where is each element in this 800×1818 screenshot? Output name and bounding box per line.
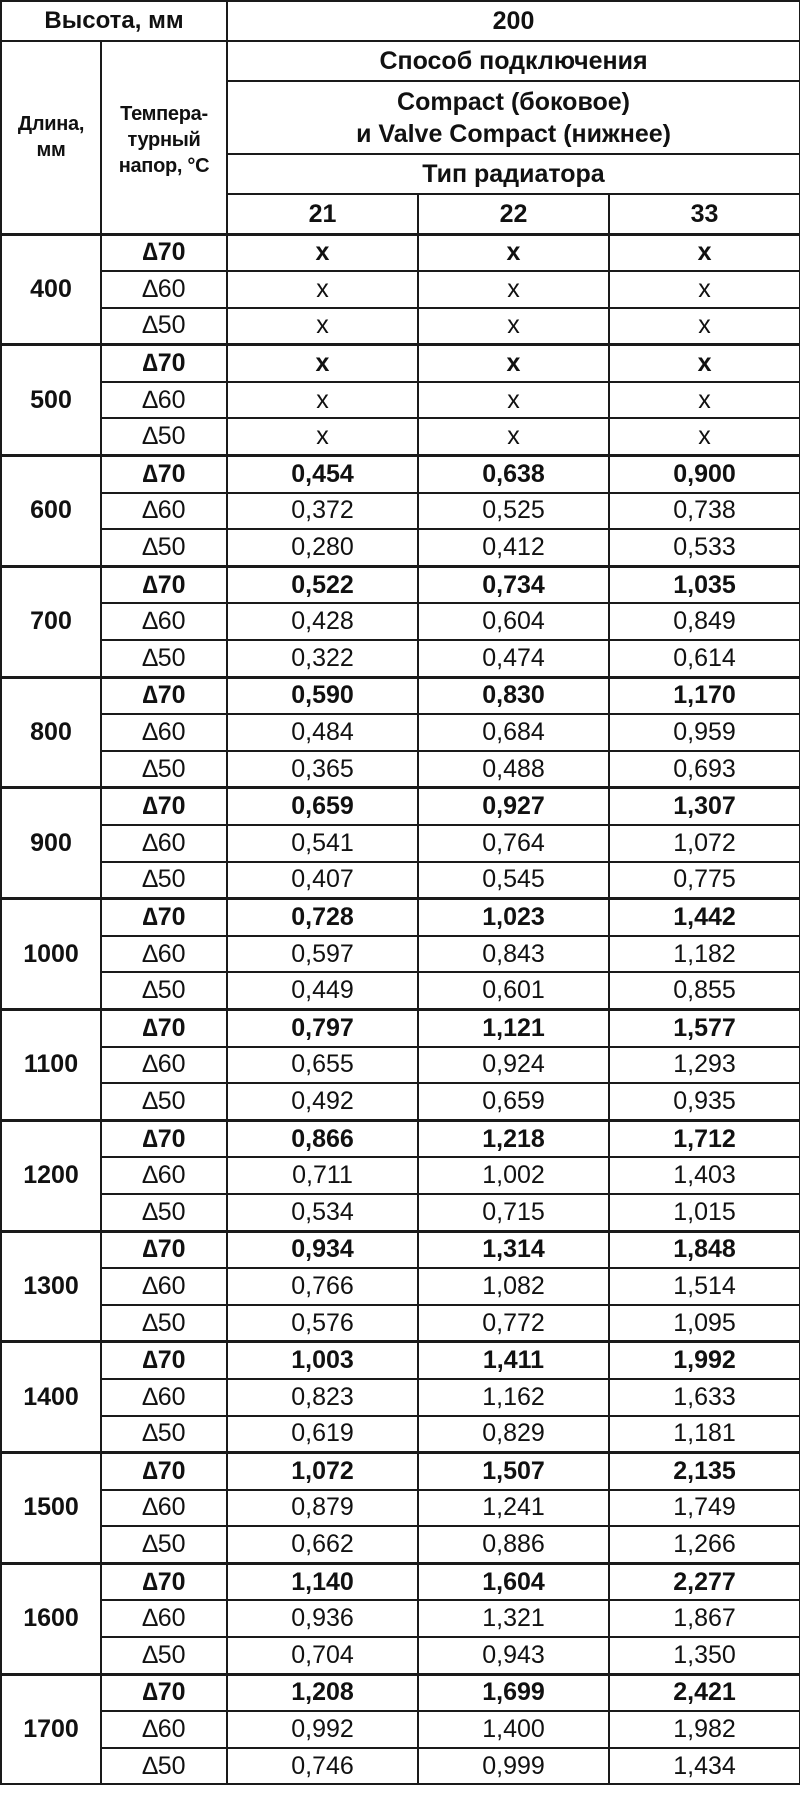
temperature-delta-cell: ∆60 — [101, 1711, 227, 1748]
temperature-delta-cell: ∆60 — [101, 714, 227, 751]
output-value-cell: x — [609, 345, 800, 382]
temperature-delta-cell: ∆70 — [101, 1231, 227, 1268]
output-value-cell: 1,514 — [609, 1268, 800, 1305]
temperature-delta-cell: ∆70 — [101, 788, 227, 825]
output-value-cell: 0,614 — [609, 640, 800, 677]
temperature-delta-cell: ∆50 — [101, 1416, 227, 1453]
length-cell: 1700 — [1, 1674, 101, 1784]
output-value-cell: 0,866 — [227, 1120, 418, 1157]
output-value-cell: 1,848 — [609, 1231, 800, 1268]
output-value-cell: 1,712 — [609, 1120, 800, 1157]
output-value-cell: x — [418, 418, 609, 455]
length-cell: 500 — [1, 345, 101, 456]
radiator-type-22: 22 — [418, 194, 609, 234]
output-value-cell: 1,577 — [609, 1009, 800, 1046]
output-value-cell: 0,711 — [227, 1157, 418, 1194]
output-value-cell: 0,604 — [418, 603, 609, 640]
length-cell: 900 — [1, 788, 101, 899]
temperature-delta-cell: ∆50 — [101, 418, 227, 455]
output-value-cell: 1,170 — [609, 677, 800, 714]
output-value-cell: 0,484 — [227, 714, 418, 751]
height-value: 200 — [227, 1, 800, 41]
output-value-cell: 0,488 — [418, 751, 609, 788]
output-value-cell: 0,454 — [227, 456, 418, 493]
output-value-cell: 0,927 — [418, 788, 609, 825]
table-row — [1, 1231, 800, 1268]
table-row — [1, 456, 800, 493]
output-value-cell: 0,746 — [227, 1748, 418, 1785]
temperature-delta-cell: ∆60 — [101, 936, 227, 973]
table-row — [1, 1490, 800, 1527]
temperature-delta-cell: ∆50 — [101, 972, 227, 1009]
temperature-delta-cell: ∆60 — [101, 825, 227, 862]
output-value-cell: 0,525 — [418, 493, 609, 530]
output-value-cell: 1,035 — [609, 566, 800, 603]
table-row — [1, 1305, 800, 1342]
temperature-delta-cell: ∆60 — [101, 382, 227, 419]
table-row — [1, 862, 800, 899]
output-value-cell: 2,421 — [609, 1674, 800, 1711]
output-value-cell: 0,772 — [418, 1305, 609, 1342]
output-value-cell: 0,797 — [227, 1009, 418, 1046]
output-value-cell: x — [609, 308, 800, 345]
table-row — [1, 677, 800, 714]
output-value-cell: 0,830 — [418, 677, 609, 714]
table-row — [1, 972, 800, 1009]
output-value-cell: 0,886 — [418, 1526, 609, 1563]
temperature-delta-cell: ∆50 — [101, 1305, 227, 1342]
temperature-delta-cell: ∆70 — [101, 1120, 227, 1157]
table-row — [1, 418, 800, 455]
table-row — [1, 899, 800, 936]
output-value-cell: 0,829 — [418, 1416, 609, 1453]
output-value-cell: 0,533 — [609, 529, 800, 566]
length-header — [1, 41, 101, 234]
output-value-cell: 1,181 — [609, 1416, 800, 1453]
output-value-cell: 0,849 — [609, 603, 800, 640]
output-value-cell: 0,843 — [418, 936, 609, 973]
output-value-cell: 0,534 — [227, 1194, 418, 1231]
table-row — [1, 493, 800, 530]
output-value-cell: 1,208 — [227, 1674, 418, 1711]
table-row — [1, 1268, 800, 1305]
table-header — [1, 1, 800, 234]
output-value-cell: x — [418, 271, 609, 308]
temperature-delta-cell: ∆50 — [101, 1748, 227, 1785]
output-value-cell: 1,314 — [418, 1231, 609, 1268]
output-value-cell: 0,693 — [609, 751, 800, 788]
temperature-delta-cell: ∆60 — [101, 1490, 227, 1527]
temperature-delta-cell: ∆70 — [101, 1342, 227, 1379]
output-value-cell: 1,604 — [418, 1563, 609, 1600]
table-row — [1, 1157, 800, 1194]
output-value-cell: 1,182 — [609, 936, 800, 973]
temperature-header-line2: турный — [127, 129, 201, 152]
output-value-cell: x — [609, 382, 800, 419]
output-value-cell: 0,959 — [609, 714, 800, 751]
output-value-cell: 0,766 — [227, 1268, 418, 1305]
output-value-cell: 1,442 — [609, 899, 800, 936]
table-row — [1, 788, 800, 825]
output-value-cell: 0,365 — [227, 751, 418, 788]
table-row — [1, 714, 800, 751]
radiator-type-33: 33 — [609, 194, 800, 234]
output-value-cell: x — [227, 308, 418, 345]
temperature-delta-cell: ∆60 — [101, 1047, 227, 1084]
output-value-cell: 0,545 — [418, 862, 609, 899]
output-value-cell: 0,655 — [227, 1047, 418, 1084]
output-value-cell: x — [418, 382, 609, 419]
output-value-cell: 0,734 — [418, 566, 609, 603]
length-cell: 1300 — [1, 1231, 101, 1342]
output-value-cell: 0,597 — [227, 936, 418, 973]
length-cell: 1100 — [1, 1009, 101, 1120]
temperature-header-line3: напор, °C — [118, 155, 210, 178]
output-value-cell: 0,999 — [418, 1748, 609, 1785]
connection-line2: и Valve Compact (нижнее) — [356, 119, 671, 148]
table-row — [1, 1342, 800, 1379]
output-value-cell: 0,576 — [227, 1305, 418, 1342]
height-label: Высота, мм — [1, 1, 227, 41]
connection-method-label: Способ подключения — [227, 41, 800, 81]
length-cell: 1000 — [1, 899, 101, 1010]
output-value-cell: 0,936 — [227, 1600, 418, 1637]
table-row — [1, 345, 800, 382]
output-value-cell: 1,507 — [418, 1453, 609, 1490]
output-value-cell: x — [609, 271, 800, 308]
table-row — [1, 1047, 800, 1084]
output-value-cell: 1,321 — [418, 1600, 609, 1637]
output-value-cell: 1,072 — [227, 1453, 418, 1490]
temperature-delta-cell: ∆70 — [101, 1009, 227, 1046]
table-row — [1, 936, 800, 973]
output-value-cell: 0,879 — [227, 1490, 418, 1527]
table-row — [1, 1711, 800, 1748]
output-value-cell: 1,992 — [609, 1342, 800, 1379]
output-value-cell: x — [227, 382, 418, 419]
table-row — [1, 1120, 800, 1157]
temperature-delta-cell: ∆60 — [101, 1268, 227, 1305]
output-value-cell: 1,218 — [418, 1120, 609, 1157]
temperature-delta-cell: ∆60 — [101, 271, 227, 308]
table-row — [1, 1194, 800, 1231]
radiator-type-21: 21 — [227, 194, 418, 234]
temperature-delta-cell: ∆70 — [101, 1563, 227, 1600]
output-value-cell: 2,135 — [609, 1453, 800, 1490]
temperature-delta-cell: ∆70 — [101, 345, 227, 382]
output-value-cell: 0,764 — [418, 825, 609, 862]
output-value-cell: 0,934 — [227, 1231, 418, 1268]
temperature-delta-cell: ∆70 — [101, 1453, 227, 1490]
output-value-cell: 1,121 — [418, 1009, 609, 1046]
output-value-cell: 1,095 — [609, 1305, 800, 1342]
output-value-cell: 1,400 — [418, 1711, 609, 1748]
output-value-cell: 0,280 — [227, 529, 418, 566]
table-row — [1, 1453, 800, 1490]
output-value-cell: 1,015 — [609, 1194, 800, 1231]
output-value-cell: 0,738 — [609, 493, 800, 530]
output-value-cell: 1,162 — [418, 1379, 609, 1416]
table-row — [1, 1379, 800, 1416]
temperature-delta-cell: ∆60 — [101, 493, 227, 530]
table-row — [1, 308, 800, 345]
output-value-cell: 0,407 — [227, 862, 418, 899]
output-value-cell: 1,307 — [609, 788, 800, 825]
radiator-type-label: Тип радиатора — [227, 154, 800, 194]
length-header-line2: мм — [36, 139, 66, 162]
output-value-cell: 1,633 — [609, 1379, 800, 1416]
table-row — [1, 603, 800, 640]
output-value-cell: 1,266 — [609, 1526, 800, 1563]
output-value-cell: x — [609, 234, 800, 271]
output-value-cell: 0,372 — [227, 493, 418, 530]
length-cell: 1500 — [1, 1453, 101, 1564]
output-value-cell: 0,659 — [227, 788, 418, 825]
output-value-cell: 0,659 — [418, 1083, 609, 1120]
length-cell: 1400 — [1, 1342, 101, 1453]
length-header-line1: Длина, — [17, 113, 85, 136]
table-row — [1, 1083, 800, 1120]
temperature-delta-cell: ∆70 — [101, 456, 227, 493]
length-cell: 700 — [1, 566, 101, 677]
temperature-delta-cell: ∆70 — [101, 566, 227, 603]
temperature-header — [101, 41, 227, 234]
output-value-cell: 0,590 — [227, 677, 418, 714]
table-row — [1, 529, 800, 566]
output-value-cell: 0,728 — [227, 899, 418, 936]
table-row — [1, 1637, 800, 1674]
output-value-cell: 0,601 — [418, 972, 609, 1009]
output-value-cell: 0,662 — [227, 1526, 418, 1563]
output-value-cell: 1,867 — [609, 1600, 800, 1637]
temperature-delta-cell: ∆60 — [101, 603, 227, 640]
output-value-cell: 0,924 — [418, 1047, 609, 1084]
output-value-cell: 0,823 — [227, 1379, 418, 1416]
temperature-delta-cell: ∆50 — [101, 862, 227, 899]
output-value-cell: 1,241 — [418, 1490, 609, 1527]
table-row — [1, 1563, 800, 1600]
output-value-cell: 0,943 — [418, 1637, 609, 1674]
output-value-cell: 0,935 — [609, 1083, 800, 1120]
temperature-delta-cell: ∆50 — [101, 308, 227, 345]
output-value-cell: 1,002 — [418, 1157, 609, 1194]
output-value-cell: 2,277 — [609, 1563, 800, 1600]
output-value-cell: x — [227, 345, 418, 382]
output-value-cell: 1,699 — [418, 1674, 609, 1711]
table-row — [1, 825, 800, 862]
output-value-cell: 0,638 — [418, 456, 609, 493]
temperature-delta-cell: ∆60 — [101, 1157, 227, 1194]
output-value-cell: 0,492 — [227, 1083, 418, 1120]
output-value-cell: 1,003 — [227, 1342, 418, 1379]
output-value-cell: x — [418, 308, 609, 345]
table-body — [1, 234, 800, 1784]
table-row — [1, 271, 800, 308]
table-row — [1, 1674, 800, 1711]
output-value-cell: 0,715 — [418, 1194, 609, 1231]
table-row — [1, 751, 800, 788]
temperature-delta-cell: ∆50 — [101, 1526, 227, 1563]
length-cell: 800 — [1, 677, 101, 788]
temperature-delta-cell: ∆70 — [101, 1674, 227, 1711]
output-value-cell: 1,293 — [609, 1047, 800, 1084]
table-row — [1, 1600, 800, 1637]
output-value-cell: 1,749 — [609, 1490, 800, 1527]
output-value-cell: 0,474 — [418, 640, 609, 677]
table-row — [1, 382, 800, 419]
temperature-delta-cell: ∆50 — [101, 529, 227, 566]
length-cell: 1600 — [1, 1563, 101, 1674]
temperature-delta-cell: ∆60 — [101, 1379, 227, 1416]
temperature-delta-cell: ∆70 — [101, 234, 227, 271]
output-value-cell: 0,522 — [227, 566, 418, 603]
output-value-cell: 1,072 — [609, 825, 800, 862]
output-value-cell: x — [418, 234, 609, 271]
output-value-cell: 1,403 — [609, 1157, 800, 1194]
output-value-cell: 0,900 — [609, 456, 800, 493]
output-value-cell: 0,704 — [227, 1637, 418, 1674]
temperature-header-line1: Темпера- — [120, 103, 208, 126]
output-value-cell: x — [227, 271, 418, 308]
temperature-delta-cell: ∆50 — [101, 640, 227, 677]
output-value-cell: 1,140 — [227, 1563, 418, 1600]
table-row — [1, 1526, 800, 1563]
connection-method-value — [227, 81, 800, 154]
output-value-cell: 1,023 — [418, 899, 609, 936]
output-value-cell: 1,082 — [418, 1268, 609, 1305]
output-value-cell: 1,434 — [609, 1748, 800, 1785]
table-row — [1, 1416, 800, 1453]
output-value-cell: 1,350 — [609, 1637, 800, 1674]
output-value-cell: x — [227, 234, 418, 271]
output-value-cell: 0,541 — [227, 825, 418, 862]
output-value-cell: 0,619 — [227, 1416, 418, 1453]
length-cell: 400 — [1, 234, 101, 345]
output-value-cell: 0,449 — [227, 972, 418, 1009]
length-cell: 1200 — [1, 1120, 101, 1231]
table-row — [1, 234, 800, 271]
output-value-cell: 0,684 — [418, 714, 609, 751]
output-value-cell: 0,992 — [227, 1711, 418, 1748]
temperature-delta-cell: ∆60 — [101, 1600, 227, 1637]
temperature-delta-cell: ∆50 — [101, 751, 227, 788]
temperature-delta-cell: ∆70 — [101, 677, 227, 714]
output-value-cell: 0,428 — [227, 603, 418, 640]
table-row — [1, 1748, 800, 1785]
output-value-cell: 0,855 — [609, 972, 800, 1009]
output-value-cell: x — [227, 418, 418, 455]
table-row — [1, 640, 800, 677]
output-value-cell: 0,775 — [609, 862, 800, 899]
temperature-delta-cell: ∆70 — [101, 899, 227, 936]
output-value-cell: 0,412 — [418, 529, 609, 566]
output-value-cell: x — [418, 345, 609, 382]
output-value-cell: x — [609, 418, 800, 455]
length-cell: 600 — [1, 456, 101, 567]
temperature-delta-cell: ∆50 — [101, 1083, 227, 1120]
output-value-cell: 1,982 — [609, 1711, 800, 1748]
table-row — [1, 566, 800, 603]
temperature-delta-cell: ∆50 — [101, 1194, 227, 1231]
temperature-delta-cell: ∆50 — [101, 1637, 227, 1674]
output-value-cell: 1,411 — [418, 1342, 609, 1379]
table-row — [1, 1009, 800, 1046]
output-value-cell: 0,322 — [227, 640, 418, 677]
connection-line1: Compact (боковое) — [397, 87, 630, 116]
